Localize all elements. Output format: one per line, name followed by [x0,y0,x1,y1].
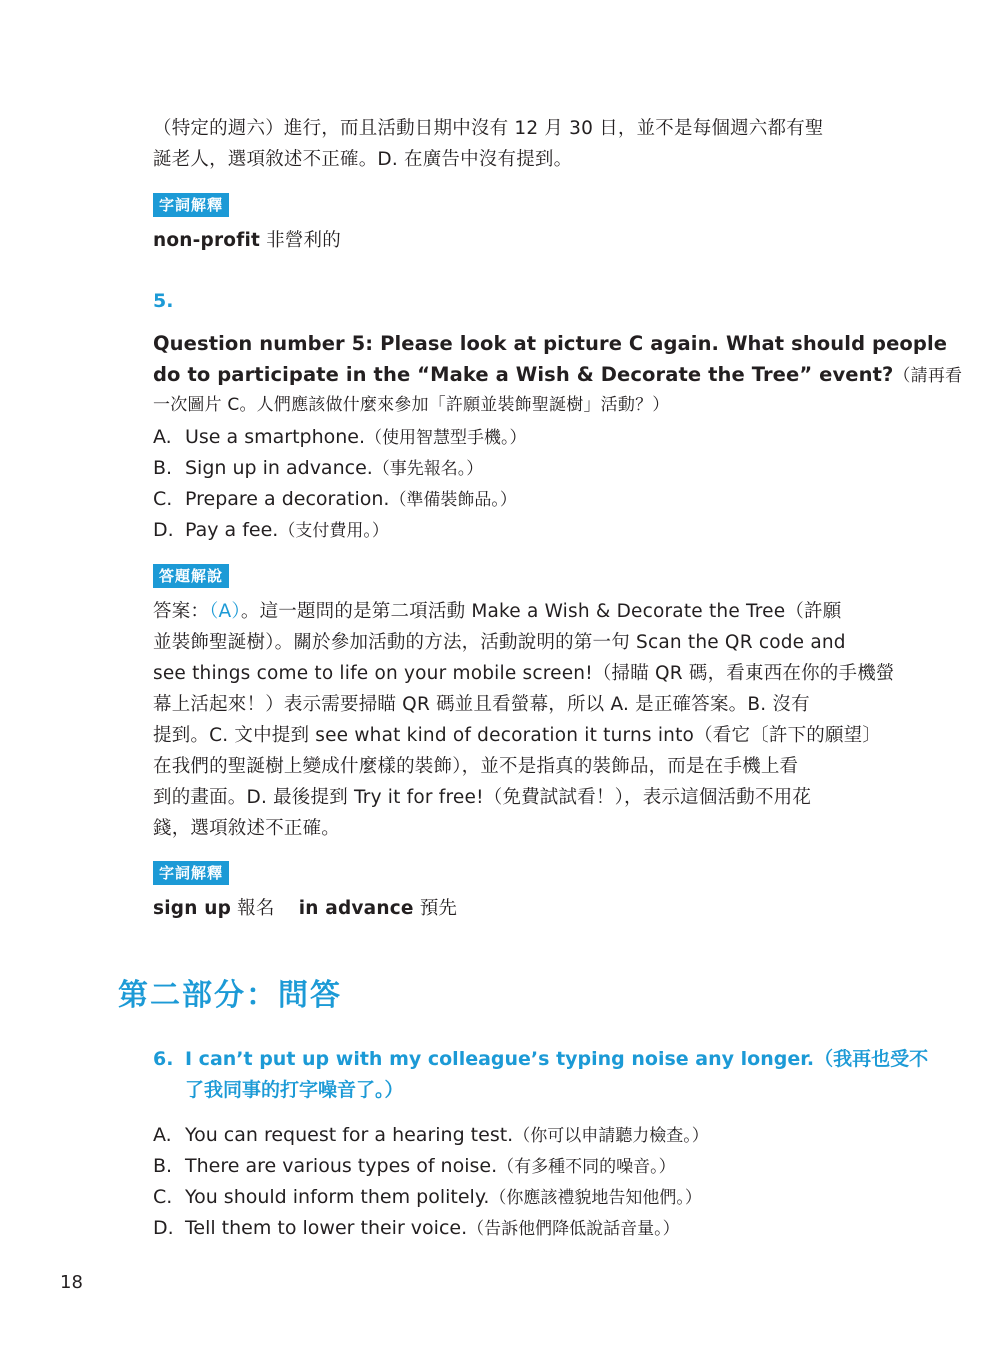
vocab-term: in advance [298,898,414,919]
section-title: 第二部分：問答 [118,978,342,1013]
option-en: There are various types of noise. [185,1155,498,1177]
option-a [153,422,527,454]
option-en: Use a smartphone. [185,426,366,448]
option-letter: C. [153,1186,173,1208]
question-5-en: do to participate in the “Make a Wish & Decorate the Tree” event? [153,363,894,386]
option-cn: （你可以申請聽力檢查。） [513,1126,709,1146]
option-cn: （你應該禮貌地告知他們。） [489,1188,702,1208]
intro-line-2: 誕老人，選項敘述不正確。D. 在廣告中沒有提到。 [153,149,573,170]
option-cn: （準備裝飾品。） [389,490,517,510]
vocab-term: non-profit [153,230,261,251]
option-c [153,484,517,516]
option-letter: D. [153,519,174,541]
answer-text: 。這一題問的是第二項活動 Make a Wish & Decorate the Tree（許願 [240,601,842,622]
option-cn: （事先報名。） [372,459,484,479]
option-letter: A. [153,426,172,448]
option-en: Tell them to lower their voice. [185,1217,468,1239]
vocab-meaning: 報名 [237,898,275,919]
option-letter: D. [153,1217,174,1239]
option-letter: A. [153,1124,172,1146]
answer-line-5: 提到。C. 文中提到 see what kind of decoration it turns into（看它〔許下的願望〕 [153,725,882,746]
vocab-entry [153,225,341,256]
answer-prefix: 答案： [153,601,210,622]
option-cn: （使用智慧型手機。） [365,428,527,448]
option-b [153,1151,676,1183]
option-en: You should inform them politely. [185,1186,490,1208]
answer-badge: 答題解說 [153,564,229,588]
option-cn: （支付費用。） [278,521,389,541]
answer-line-1 [153,596,841,627]
vocab-meaning: 預先 [419,898,458,919]
answer-line-8: 錢，選項敘述不正確。 [153,818,341,839]
option-en: Prepare a decoration. [185,488,390,510]
option-letter: B. [153,1155,173,1177]
question-5-line-2 [153,359,962,392]
option-en: Sign up in advance. [185,457,373,479]
answer-letter: （A） [209,601,241,622]
option-c [153,1182,702,1214]
vocab-entry-2 [153,893,457,924]
vocab-meaning: 非營利的 [266,230,341,251]
option-letter: C. [153,488,173,510]
option-d [153,1213,680,1245]
option-letter: B. [153,457,173,479]
question-5-line-3: 一次圖片 C。人們應該做什麼來參加「許願並裝飾聖誕樹」活動？） [153,395,670,415]
option-b [153,453,483,485]
option-en: You can request for a hearing test. [185,1124,514,1146]
option-cn: （有多種不同的噪音。） [497,1157,676,1177]
vocab-term: sign up [153,898,232,919]
vocab-badge: 字詞解釋 [153,193,229,217]
answer-line-2: 並裝飾聖誕樹）。關於參加活動的方法，活動說明的第一句 Scan the QR code and [153,632,846,653]
option-d [153,515,389,547]
intro-line-1: （特定的週六）進行，而且活動日期中沒有 12 月 30 日，並不是每個週六都有聖 [153,118,824,139]
option-cn: （告訴他們降低說話音量。） [467,1219,680,1239]
option-en: Pay a fee. [185,519,279,541]
question-number-5: 5. [153,290,174,312]
answer-line-6: 在我們的聖誕樹上變成什麼樣的裝飾），並不是指真的裝飾品，而是在手機上看 [153,756,799,777]
question-number-6: 6. [153,1048,174,1070]
question-6-line-1: I can’t put up with my colleague’s typing noise any longer.（我再也受不 [185,1048,929,1070]
answer-line-4: 幕上活起來！）表示需要掃瞄 QR 碼並且看螢幕，所以 A. 是正確答案。B. 沒有 [153,694,810,715]
page-number: 18 [60,1272,83,1293]
question-5-cn: （請再看 [893,366,963,386]
question-6-line-2: 了我同事的打字噪音了。） [185,1079,404,1101]
question-5-line-1: Question number 5: Please look at picture C again. What should people [153,332,948,355]
vocab-badge-2: 字詞解釋 [153,861,229,885]
answer-line-3: see things come to life on your mobile screen!（掃瞄 QR 碼，看東西在你的手機螢 [153,663,895,684]
option-a [153,1120,709,1152]
answer-line-7: 到的畫面。D. 最後提到 Try it for free!（免費試試看！），表示這個活動不用花 [153,787,812,808]
